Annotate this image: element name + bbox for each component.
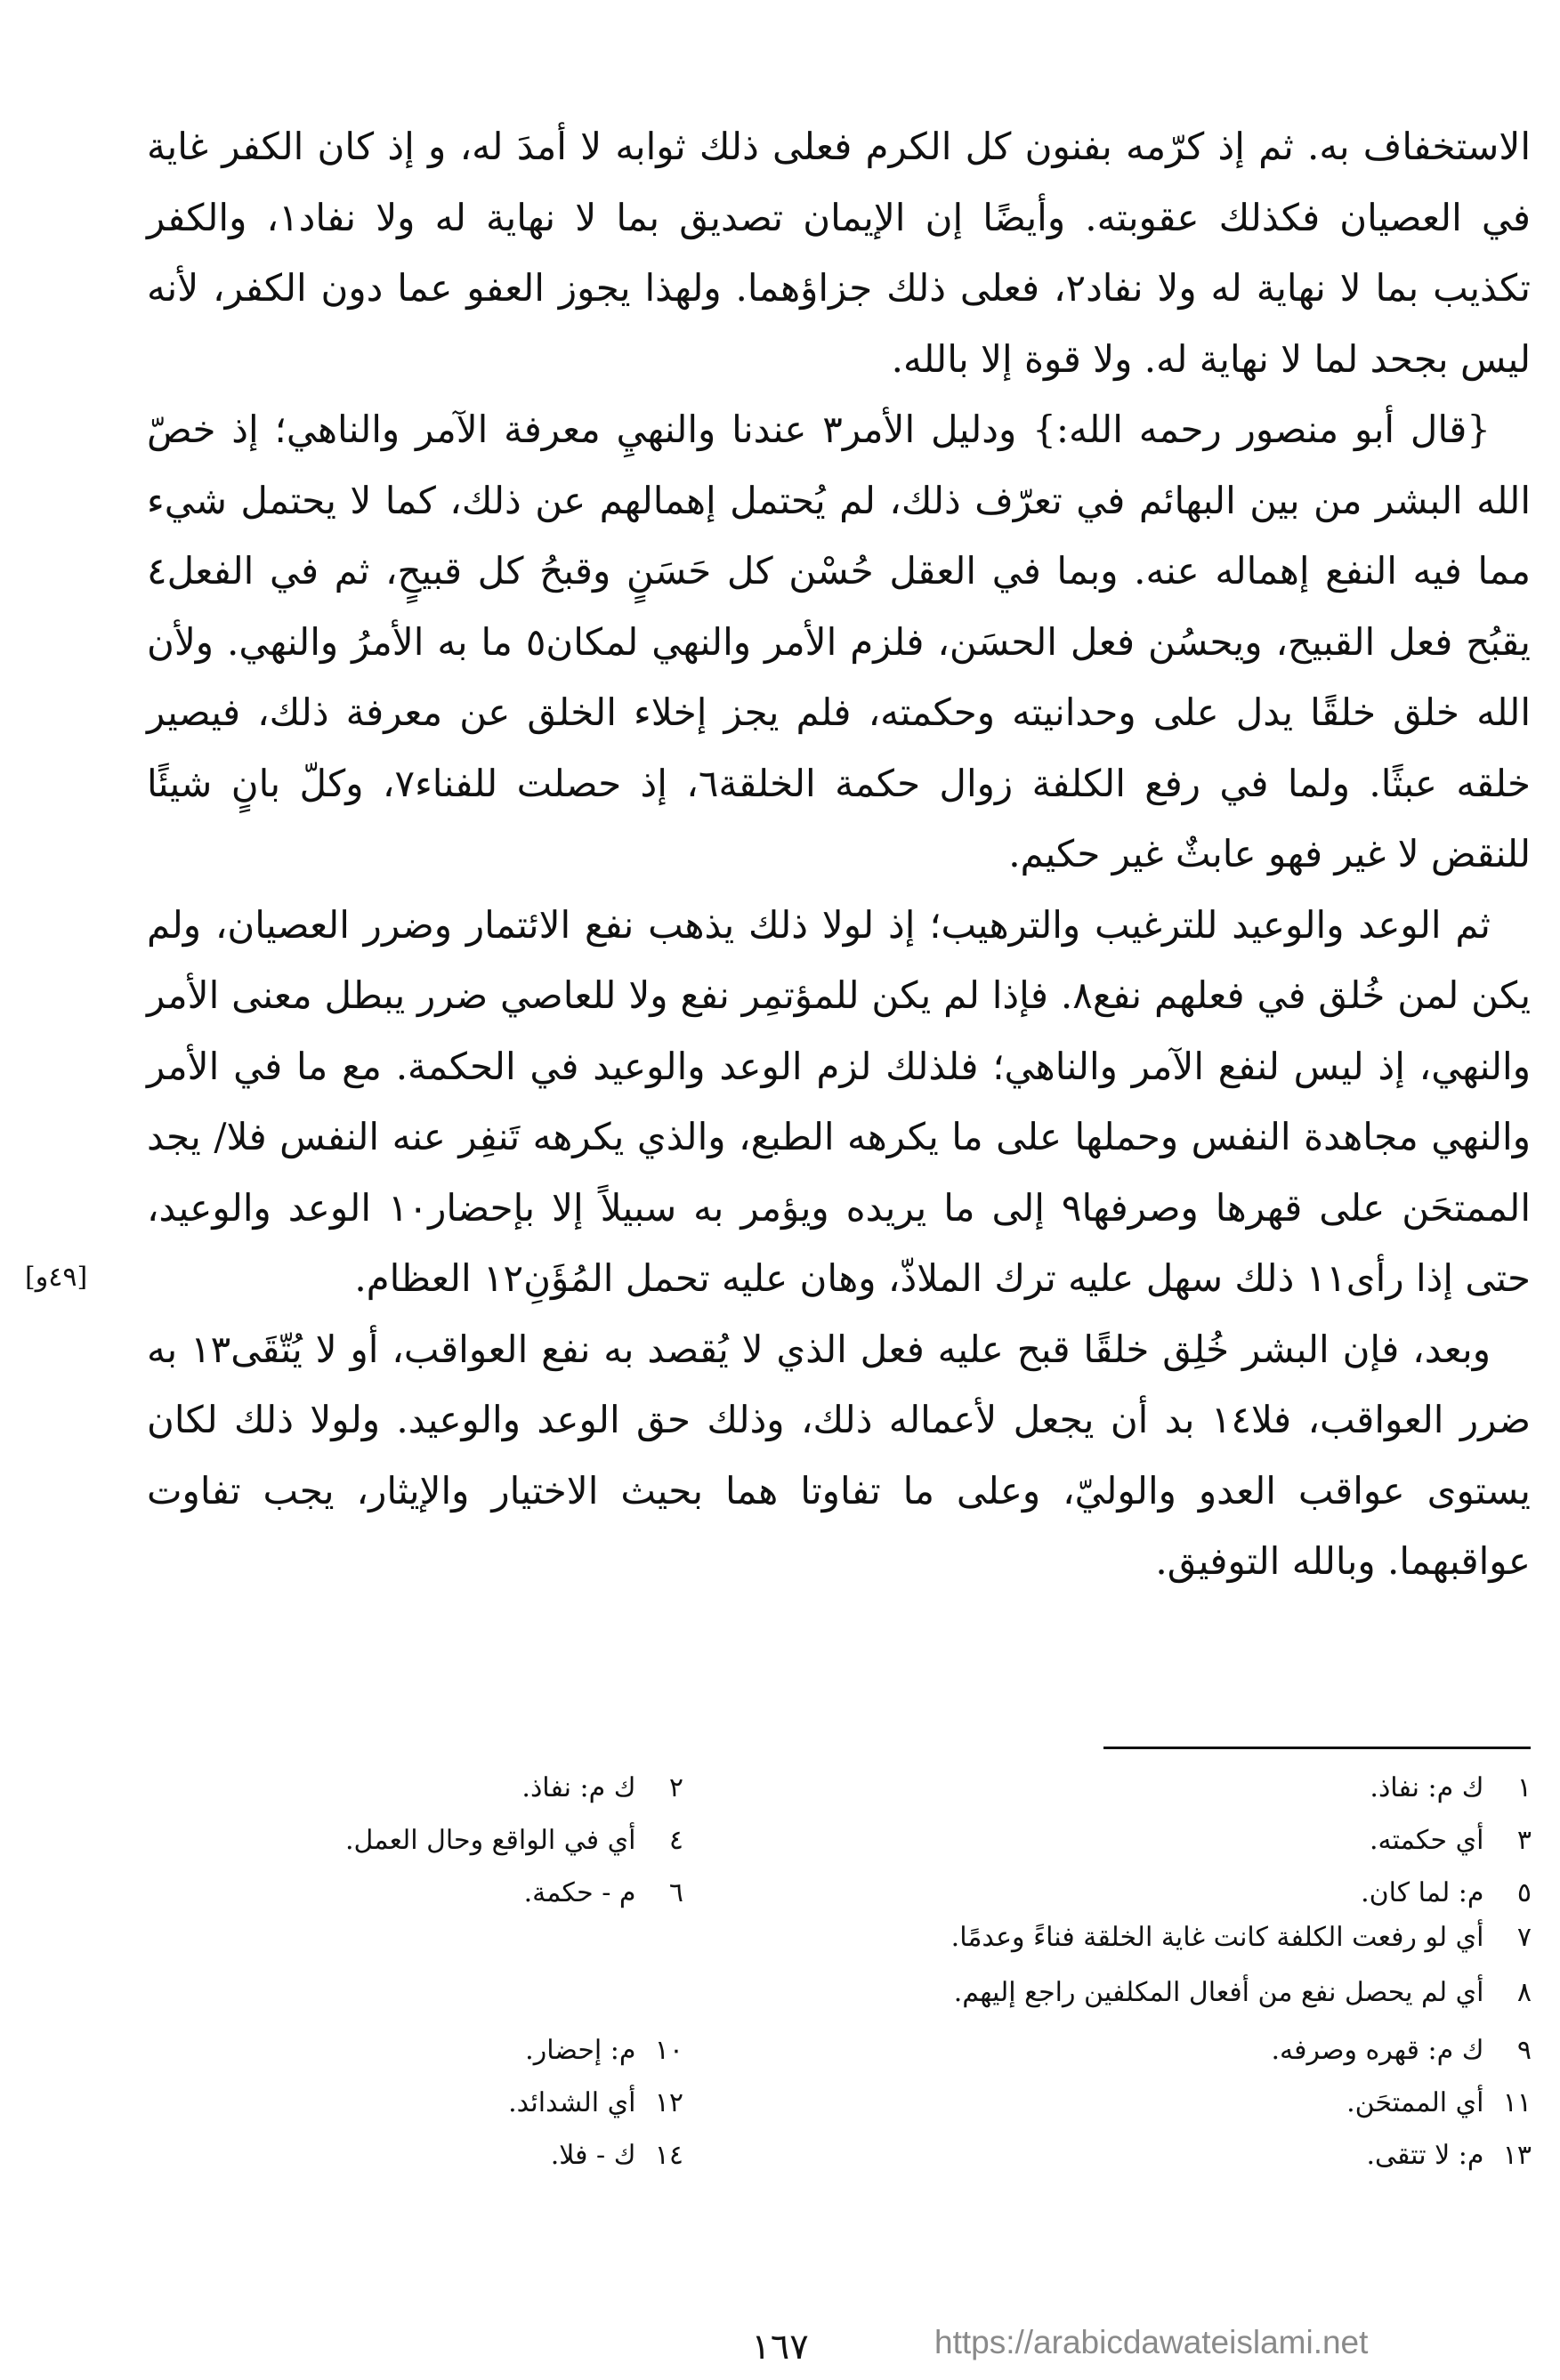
footnote-2: ٢ ك م: نفاذ. xyxy=(521,1772,683,1803)
footnote-4: ٤ أي في الواقع وحال العمل. xyxy=(345,1825,683,1856)
paragraph-4: وبعد، فإن البشر خُلِق خلقًا قبح عليه فعل الذي لا يُقصد به نفع العواقب، أو لا يُتّقَى١٣ به ضرر العواقب، فلا١٤ بد أن يجعل لأعماله ذلك، وذلك حق الوعد والوعيد. ولولا ذلك لكان يستوى عواقب العدو والوليّ، وعلى ما تفاوتا هما بحيث الاختيار والإيثار، يجب تفاوت عواقبهما. وبالله التوفيق. xyxy=(147,1327,1531,1583)
paragraph-3: ثم الوعد والوعيد للترغيب والترهيب؛ إذ لولا ذلك يذهب نفع الائتمار وضرر العصيان، ولم يكن لمن خُلق في فعلهم نفع٨. فإذا لم يكن للمؤتمِر نفع ولا للعاصي ضرر يبطل معنى الأمر والنهي، إذ ليس لنفع الآمر والناهي؛ فلذلك لزم الوعد والوعيد في الحكمة. مع ما في الأمر والنهي مجاهدة النفس وحملها على ما يكرهه الطبع، والذي يكرهه تَنفِر عنه النفس فلا/ يجد الممتحَن على قهرها وصرفها٩ إلى ما يريده ويؤمر به سبيلاً إلا بإحضار١٠ الوعد والوعيد، حتى إذا رأى١١ ذلك سهل عليه ترك الملاذّ، وهان عليه تحمل المُؤَنِ١٢ العظام. xyxy=(147,902,1532,1300)
footnote-13: ١٣ م: لا تتقى. xyxy=(1366,2140,1532,2171)
footnote-5: ٥ م: لما كان. xyxy=(1361,1877,1532,1908)
footnote-10: ١٠ م: إحضار. xyxy=(525,2035,683,2066)
paragraph-1: الاستخفاف به. ثم إذ كرّمه بفنون كل الكرم فعلى ذلك ثوابه لا أمدَ له، و إذ كان الكفر غاية في العصيان فكذلك عقوبته. وأيضًا إن الإيمان تصديق بما لا نهاية له ولا نفاد١، والكفر تكذيب بما لا نهاية له ولا نفاد٢، فعلى ذلك جزاؤهما. ولهذا يجوز العفو عما دون الكفر، لأنه ليس بجحد لما لا نهاية له. ولا قوة إلا بالله. xyxy=(147,125,1531,381)
footnote-12: ١٢ أي الشدائد. xyxy=(508,2087,683,2118)
folio-margin-note: [٤٩و] xyxy=(25,1262,88,1293)
footnote-14: ١٤ ك - فلا. xyxy=(550,2140,683,2171)
footnotes-right-column-2 xyxy=(793,2024,1532,2182)
main-text xyxy=(147,111,1531,1597)
footnote-8: ٨ أي لم يحصل نفع من أفعال المكلفين راجع إليهم. xyxy=(953,1977,1532,2008)
footnote-3: ٣ أي حكمته. xyxy=(1369,1825,1532,1856)
footnote-1: ١ ك م: نفاذ. xyxy=(1370,1772,1532,1803)
paragraph-2: {قال أبو منصور رحمه الله:} ودليل الأمر٣ عندنا والنهيِ معرفة الآمر والناهي؛ إذ خصّ الله البشر من بين البهائم في تعرّف ذلك، لم يُحتمل إهمالهم عن ذلك، كما لا يحتمل شيء مما فيه النفع إهماله عنه. وبما في العقل حُسْن كل حَسَنٍ وقبحُ كل قبيحٍ، ثم في الفعل٤ يقبُح فعل القبيح، ويحسُن فعل الحسَن، فلزم الأمر والنهي لمكان٥ ما به الأمرُ والنهي. ولأن الله خلق خلقًا يدل على وحدانيته وحكمته، فلم يجز إخلاء الخلق عن معرفة ذلك، فيصير خلقه عبثًا. ولما في رفع الكلفة زوال حكمة الخلقة٦، إذ حصلت للفناء٧، وكلّ بانٍ شيئًا للنقض لا غير فهو عابثٌ غير حكيم. xyxy=(147,407,1532,875)
footnotes-left-column xyxy=(61,1762,683,1919)
footnote-divider xyxy=(1103,1747,1531,1749)
footnotes-left-column-2 xyxy=(61,2024,683,2182)
footnote-7: ٧ أي لو رفعت الكلفة كانت غاية الخلقة فناءً وعدمًا. xyxy=(950,1922,1532,1953)
footnote-6: ٦ م - حكمة. xyxy=(523,1877,683,1908)
footnote-11: ١١ أي الممتحَن. xyxy=(1346,2087,1532,2118)
page-number: ١٦٧ xyxy=(751,2327,809,2368)
footnotes-right-column xyxy=(793,1762,1532,1919)
watermark-url: https://arabicdawateislami.net xyxy=(934,2324,1369,2360)
footnote-9: ٩ ك م: قهره وصرفه. xyxy=(1271,2035,1532,2066)
